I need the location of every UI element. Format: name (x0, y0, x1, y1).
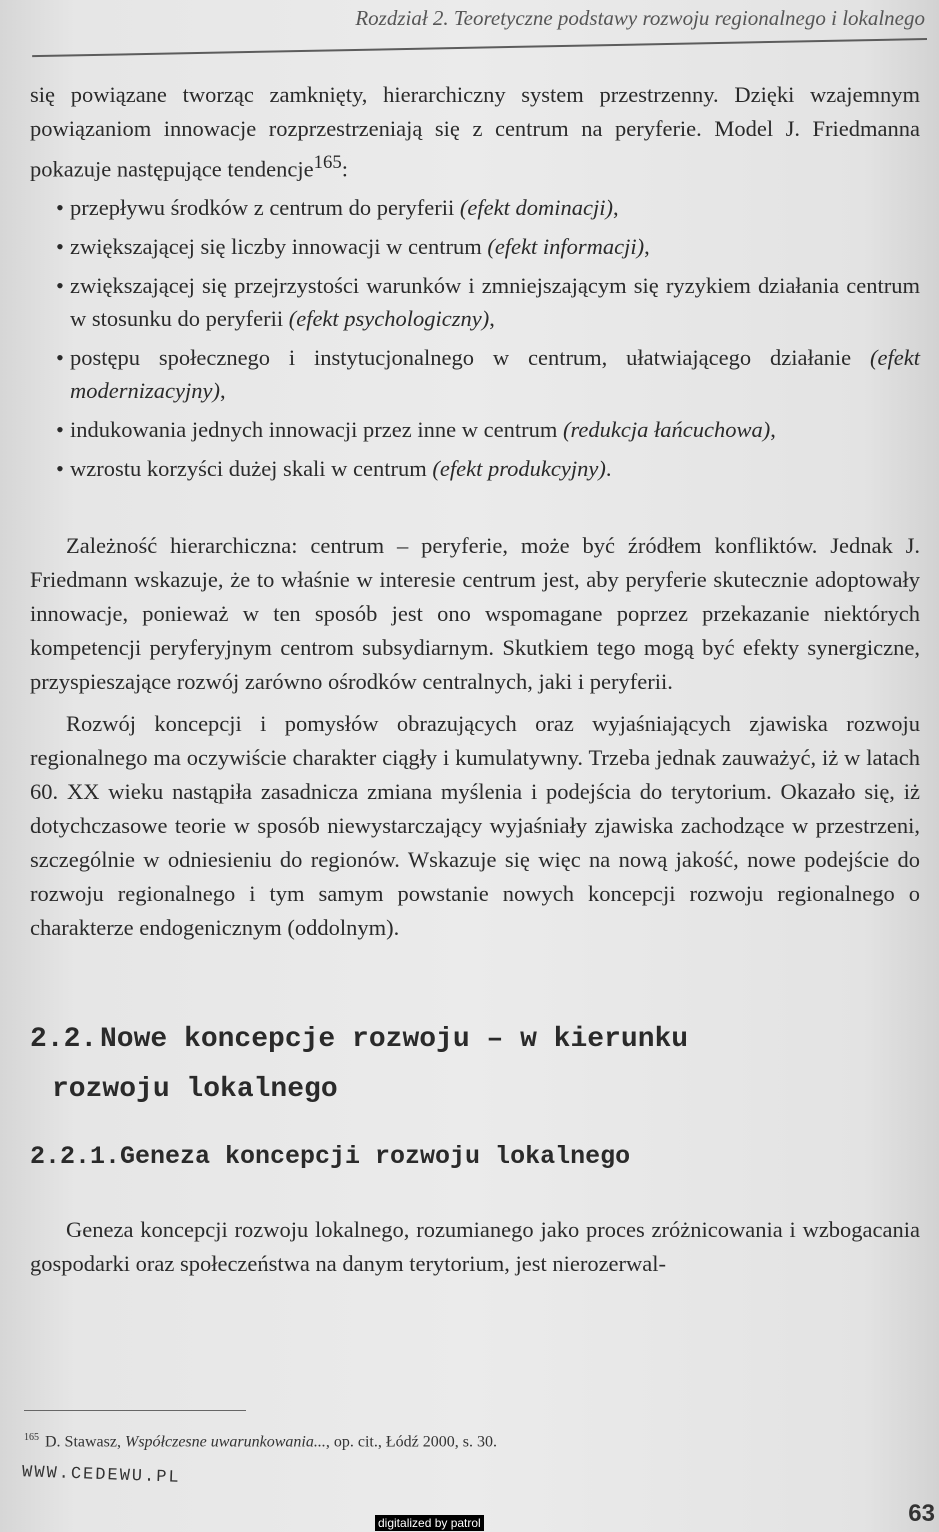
subsection-title: Geneza koncepcji rozwoju lokalnego (120, 1141, 631, 1171)
item-text: zwiększającej się przejrzystości warunków i zmniejszającym się ryzykiem działania centrum w stosunku do peryferii (70, 272, 920, 331)
item-effect: (efekt dominacji) (459, 194, 613, 220)
list-item (30, 269, 920, 335)
item-effect: (efekt psychologiczny) (288, 305, 490, 331)
item-end: , (489, 305, 495, 331)
footnote-citation: , op. cit., Łódź 2000, s. 30. (325, 1433, 497, 1451)
page-body (30, 78, 920, 1281)
spacer (30, 945, 920, 1015)
bullet-icon: • (56, 233, 64, 259)
header-rule (32, 38, 927, 57)
list-item (30, 230, 920, 263)
item-effect: (efekt produkcyjny) (432, 455, 606, 481)
item-end: , (612, 194, 619, 220)
list-item (30, 341, 920, 407)
bullet-icon: • (56, 416, 64, 442)
scan-watermark: digitalized by patrol (375, 1515, 484, 1531)
spacer (30, 491, 920, 529)
footnote-author: D. Stawasz, (45, 1433, 125, 1451)
item-text: postępu społecznego i instytucjonalnego w centrum, ułatwiającego działanie (70, 344, 871, 370)
body-paragraph: Zależność hierarchiczna: centrum – peryferie, może być źródłem konfliktów. Jednak J. Friedmann wskazuje, że to właśnie w interesie centrum jest, aby peryferie skutecznie adoptowały innowacje, ponieważ w ten sposób jest ono wspomagane poprzez przekazanie niektórych kompetencji peryferyjnym centrom subsydiarnym. Skutkiem tego mogą być efekty synergiczne, przyspieszające rozwój zarówno ośrodków centralnych, jaki i peryferii. (30, 532, 920, 694)
running-header: Rozdział 2. Teoretyczne podstawy rozwoju regionalnego i lokalnego (355, 6, 925, 30)
list-item (30, 191, 920, 224)
bullet-icon: • (56, 194, 64, 220)
page-number: 63 (908, 1500, 935, 1527)
subsection-heading (30, 1137, 920, 1177)
bullet-icon: • (56, 344, 64, 370)
item-text: wzrostu korzyści dużej skali w centrum (70, 455, 433, 481)
item-text: indukowania jednych innowacji przez inne w centrum (70, 416, 563, 442)
item-text: przepływu środków z centrum do peryferii (70, 194, 460, 220)
section-number: 2.2. (30, 1023, 98, 1055)
tail-paragraph: Geneza koncepcji rozwoju lokalnego, rozumianego jako proces zróżnicowania i wzbogacania gospodarki oraz społeczeństwa na danym terytorium, jest nierozerwal- (30, 1216, 920, 1276)
footnote-title: Współczesne uwarunkowania... (124, 1433, 326, 1451)
item-end: , (770, 416, 776, 442)
footnote-ref: 165 (313, 152, 342, 173)
item-end: , (219, 377, 226, 403)
intro-text: się powiązane tworząc zamknięty, hierarchiczny system przestrzenny. Dzięki wzajemnym powiązaniom innowacje rozprzestrzeniają się z centrum na peryferie. Model J. Friedmanna pokazuje następujące tendencje (30, 82, 920, 182)
item-end: , (644, 233, 650, 259)
footnote-number: 165 (24, 1432, 39, 1443)
intro-paragraph (30, 78, 920, 187)
section-title-line1: Nowe koncepcje rozwoju – w kierunku (100, 1023, 689, 1055)
bullet-icon: • (56, 272, 64, 298)
section-title-line2: rozwoju lokalnego (52, 1073, 338, 1105)
item-effect: (efekt modernizacyjny) (70, 344, 920, 403)
footnote (24, 1432, 497, 1451)
publisher-site: WWW.CEDEWU.PL (21, 1463, 181, 1488)
footnote-rule (24, 1410, 246, 1411)
section-heading (30, 1015, 920, 1115)
body-paragraph: Rozwój koncepcji i pomysłów obrazujących oraz wyjaśniających zjawiska rozwoju regionalnego ma oczywiście charakter ciągły i kumulatywny. Trzeba jednak zauważyć, iż w latach 60. XX wieku nastąpiła zasadnicza zmiana myślenia i podejścia do terytorium. Okazało się, iż dotychczasowe teorie w sposób niewystarczający wyjaśniały zjawiska zachodzące w przestrzeni, szczególnie w odniesieniu do regionów. Wskazuje się więc na nową jakość, nowe podejście do rozwoju regionalnego i tym samym powstanie nowych koncepcji rozwoju regionalnego o charakterze endogenicznym (oddolnym). (30, 710, 920, 940)
subsection-number: 2.2.1. (30, 1141, 121, 1171)
bullet-icon: • (56, 455, 64, 481)
item-effect: (efekt informacji) (487, 233, 645, 259)
item-end: . (605, 455, 612, 481)
item-effect: (redukcja łańcuchowa) (562, 416, 771, 442)
tendency-list (30, 191, 920, 485)
intro-tail: : (341, 156, 348, 182)
list-item (30, 452, 920, 485)
list-item (30, 413, 920, 446)
item-text: zwiększającej się liczby innowacji w centrum (70, 233, 488, 259)
